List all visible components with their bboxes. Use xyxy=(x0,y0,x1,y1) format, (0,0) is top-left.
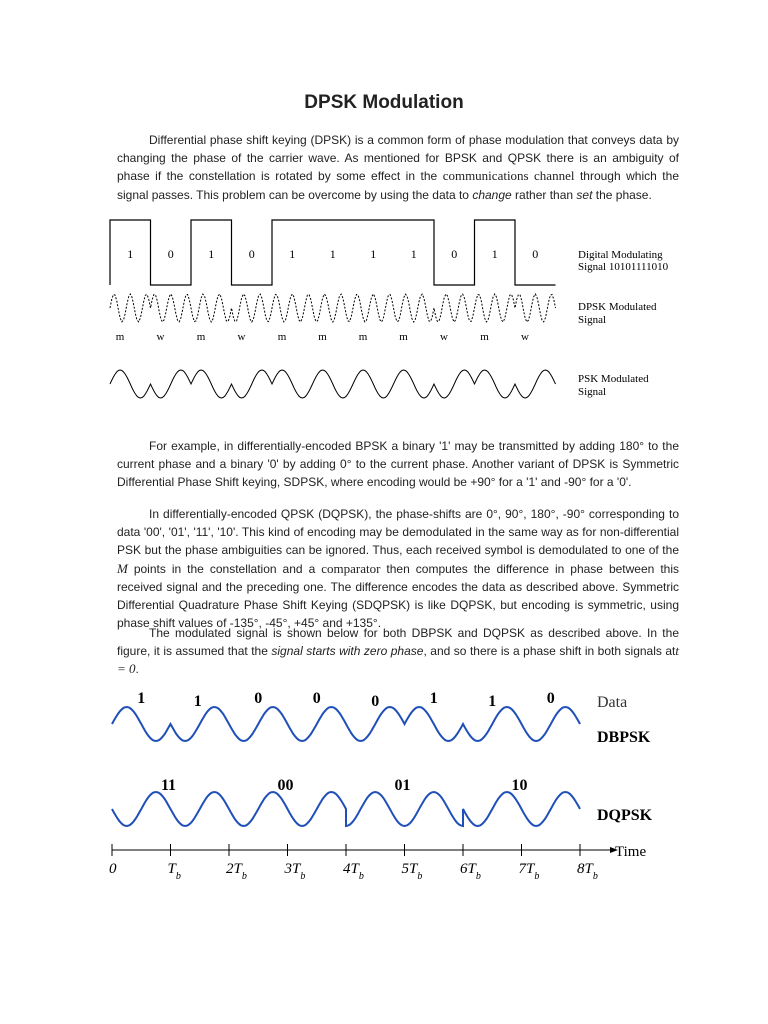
dqpsk-text-4: then computes the difference in phase between this received signal and the preceding one. The difference encodes the data as described above. Symmetric Differential Quadrature Phase Shift Keying (SDQPSK) is like DQPSK, but encoding is symmetric, using phase shift values of -135°, -45°, +45° and +135°. xyxy=(117,561,679,631)
label-dpsk-line2: Signal xyxy=(578,314,607,326)
page-title: DPSK Modulation xyxy=(304,92,464,113)
dpsk-mark-2: m xyxy=(196,331,206,343)
time-tick-label-5: $5T_b$ xyxy=(401,861,423,882)
dqpsk-label: DQPSK xyxy=(597,807,653,824)
figure-intro-emph: signal starts with zero phase xyxy=(271,644,424,659)
dpsk-symbol-marks xyxy=(116,331,529,343)
digital-bit-10: 0 xyxy=(532,247,539,261)
time-tick-label-0: 0 xyxy=(109,861,117,877)
dqpsk-pair-2: 01 xyxy=(394,777,411,794)
intro-emph-set: set xyxy=(576,187,593,202)
label-digital-line1: Digital Modulating xyxy=(578,249,663,261)
psk-wave-path xyxy=(110,370,556,398)
digital-bit-9: 1 xyxy=(491,247,498,261)
dbpsk-waveform xyxy=(112,707,580,741)
time-tick-label-1: $T_b$ xyxy=(167,861,181,882)
paragraph-dqpsk xyxy=(117,505,679,632)
time-label: Time xyxy=(615,844,647,860)
digital-bit-labels xyxy=(127,247,538,261)
dpsk-mark-6: m xyxy=(358,331,368,343)
dbpsk-label: DBPSK xyxy=(597,729,651,746)
digital-bit-4: 1 xyxy=(289,247,296,261)
dpsk-mark-3: w xyxy=(237,331,246,343)
dqpsk-pair-0: 11 xyxy=(160,777,177,794)
label-dpsk-line1: DPSK Modulated xyxy=(578,301,657,313)
dqpsk-pair-3: 10 xyxy=(511,777,528,794)
psk-modulated-waveform xyxy=(110,370,556,398)
digital-bit-5: 1 xyxy=(329,247,336,261)
paragraph-dbpsk-text: For example, in differentially-encoded BPSK a binary '1' may be transmitted by adding 180° to the current phase and a binary '0' by adding 0° to the current phase. Another variant of DPSK is Symmetric Differential Phase Shift keying, SDPSK, where encoding would be +90° for a '1' and -90° for a '0'. xyxy=(117,439,679,490)
data-bit-1: 1 xyxy=(193,693,202,710)
time-tick-label-8: $8T_b$ xyxy=(577,861,598,882)
figure-intro-text-1: The modulated signal is shown below for both DBPSK and DQPSK as described above. In the figure, it is assumed that the xyxy=(117,626,679,659)
dbpsk-wave-path xyxy=(112,707,580,741)
data-bit-labels xyxy=(137,690,555,710)
paragraph-figure-intro xyxy=(117,624,679,679)
figure-intro-text-5: . xyxy=(135,662,139,677)
intro-link-communications-channel[interactable]: communications channel xyxy=(442,168,575,184)
time-tick-label-4: $4T_b$ xyxy=(343,861,364,882)
data-label: Data xyxy=(597,694,628,711)
digital-bit-1: 0 xyxy=(167,247,174,261)
time-tick-label-3: $3T_b$ xyxy=(284,861,306,882)
dbpsk-dqpsk-figure xyxy=(100,686,680,886)
intro-paragraph xyxy=(117,131,679,204)
data-bit-0: 1 xyxy=(137,690,146,707)
dqpsk-text-1: In differentially-encoded QPSK (DQPSK), the phase-shifts are 0°, 90°, 180°, -90° corresponding to data '00', '01', '11', '10'. This kind of encoding may be demodulated in the same way as for non-differential PSK but the phase ambiguities can be ignored. Thus, each received symbol is demodulated to one of the xyxy=(117,507,679,558)
figure-intro-text-3: , and so there is a phase shift in both signals at xyxy=(423,644,676,659)
time-axis xyxy=(112,844,618,856)
time-tick-label-6: $6T_b$ xyxy=(460,861,481,882)
dpsk-mark-10: w xyxy=(521,331,529,343)
dpsk-mark-5: m xyxy=(318,331,327,343)
dpsk-wave-path xyxy=(110,294,556,322)
time-tick-label-2: $2T_b$ xyxy=(226,861,247,882)
dqpsk-symbol-m: M xyxy=(117,560,128,576)
dqpsk-text-2: points in the constellation and a xyxy=(127,561,322,576)
dpsk-mark-0: m xyxy=(115,331,125,343)
digital-bit-3: 0 xyxy=(248,247,255,261)
data-bit-5: 1 xyxy=(429,690,438,707)
time-tick-labels xyxy=(109,861,598,882)
dpsk-mark-7: m xyxy=(399,331,408,343)
digital-bit-6: 1 xyxy=(370,247,377,261)
label-psk-line1: PSK Modulated xyxy=(578,373,649,385)
label-psk-line2: Signal xyxy=(578,386,607,398)
intro-emph-change: change xyxy=(472,187,512,202)
intro-text-3: through which the signal passes. This problem can be overcome by using the data to xyxy=(117,169,679,202)
dpsk-mark-9: m xyxy=(480,331,489,343)
digital-bit-0: 1 xyxy=(127,247,134,261)
dpsk-modulated-waveform xyxy=(110,294,556,322)
data-bit-3: 0 xyxy=(312,690,321,707)
dqpsk-link-comparator[interactable]: comparator xyxy=(321,560,381,576)
dpsk-figure xyxy=(100,210,680,410)
figure-intro-math: t = 0 xyxy=(117,643,680,677)
data-bit-2: 0 xyxy=(254,690,263,707)
dpsk-mark-8: w xyxy=(440,331,448,343)
dpsk-mark-1: w xyxy=(156,331,165,343)
intro-text-7: the phase. xyxy=(592,187,652,202)
data-bit-6: 1 xyxy=(488,693,497,710)
label-digital-line2: Signal 10101111010 xyxy=(578,261,669,273)
intro-text-1: Differential phase shift keying (DPSK) is a common form of phase modulation that conveys data by changing the phase of the carrier wave. As mentioned for BPSK and QPSK there is an ambiguity of phase if the constellation is rotated by some effect in the xyxy=(117,133,679,184)
digital-bit-8: 0 xyxy=(451,247,458,261)
dqpsk-waveform xyxy=(112,792,580,826)
digital-bit-2: 1 xyxy=(208,247,215,261)
data-bit-4: 0 xyxy=(371,693,380,710)
data-bit-7: 0 xyxy=(546,690,555,707)
dqpsk-wave-path xyxy=(112,792,580,826)
digital-bit-7: 1 xyxy=(410,247,417,261)
dpsk-mark-4: m xyxy=(277,331,287,343)
dqpsk-pair-1: 00 xyxy=(277,777,294,794)
paragraph-dbpsk-example xyxy=(117,437,679,492)
intro-text-5: rather than xyxy=(511,187,577,202)
time-tick-label-7: $7T_b$ xyxy=(518,861,540,882)
